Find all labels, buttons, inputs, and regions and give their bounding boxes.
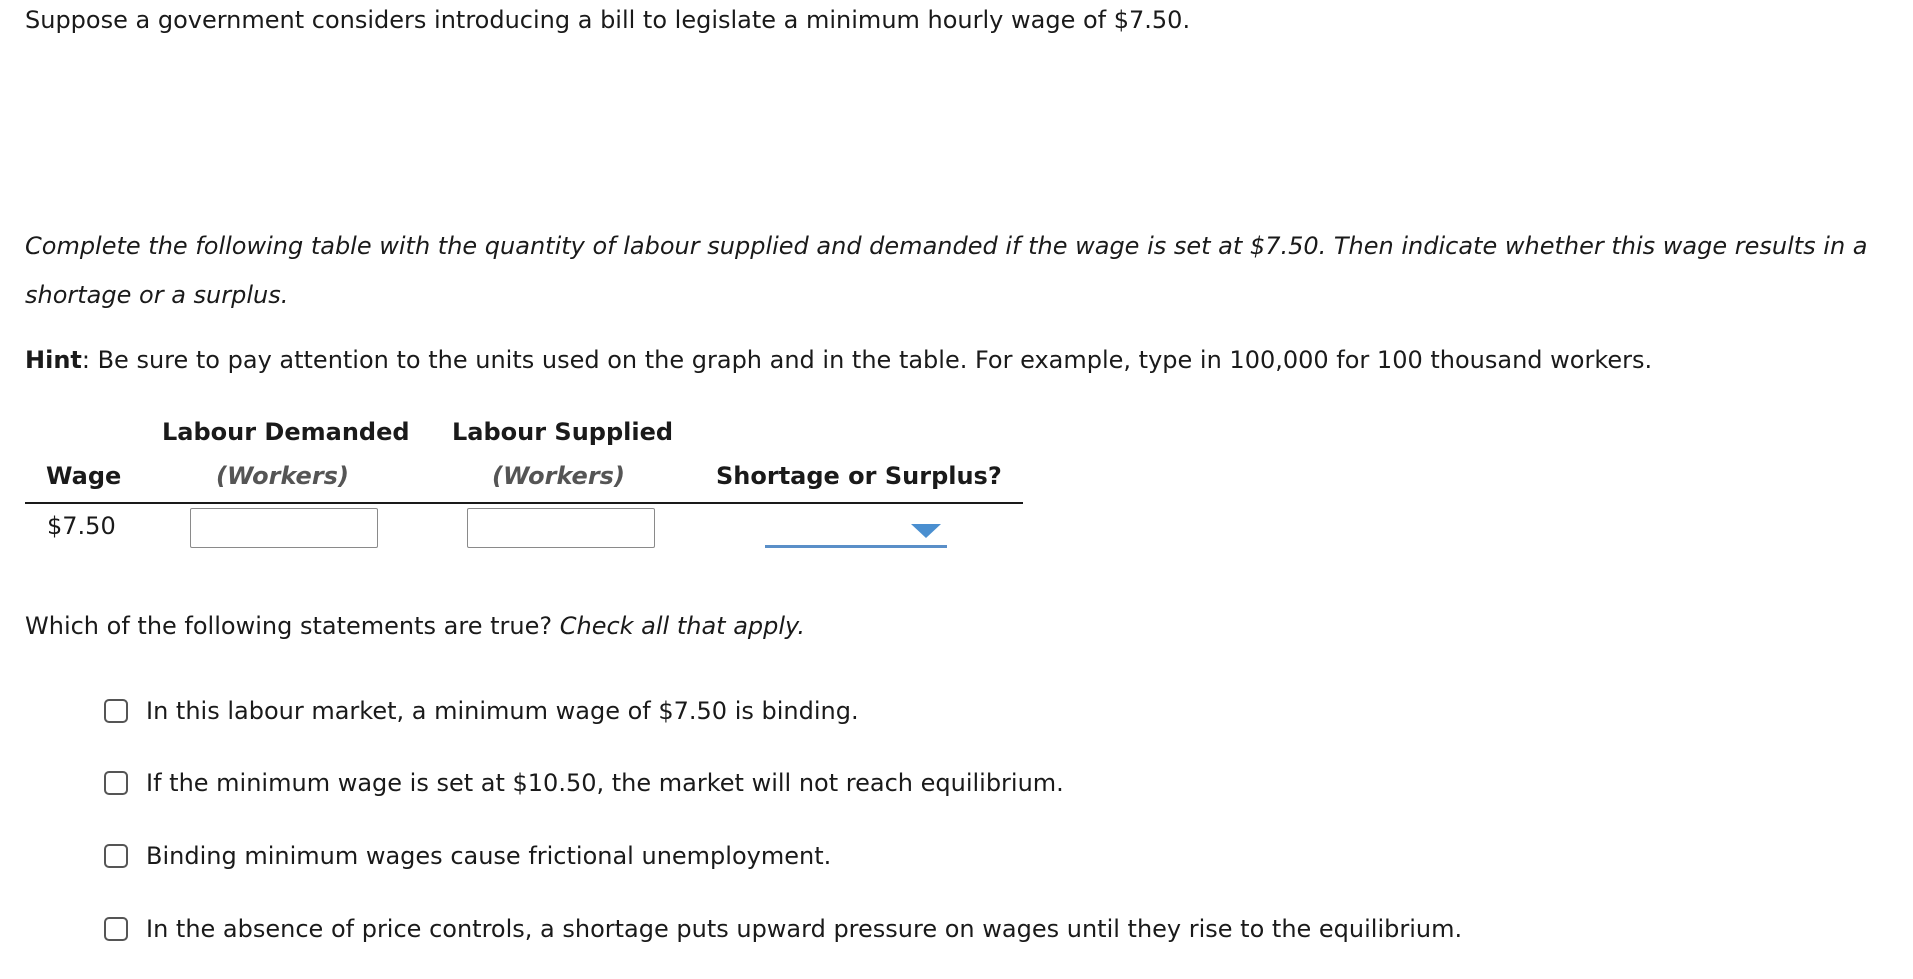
option-1[interactable] <box>104 694 859 728</box>
instructions-text: Complete the following table with the quantity of labour supplied and demanded if the wage is set at $7.50. Then indicate whether this wage results in a shortage or a surplus. <box>25 232 1868 309</box>
option-3-label: Binding minimum wages cause frictional unemployment. <box>146 842 832 870</box>
question-prompt <box>25 612 805 640</box>
header-labour-supplied: Labour Supplied <box>452 418 674 446</box>
checkbox-empty-icon[interactable] <box>104 844 128 868</box>
header-shortage-or-surplus: Shortage or Surplus? <box>716 462 1002 490</box>
question-text: Which of the following statements are true? <box>25 612 553 640</box>
row-wage-value: $7.50 <box>47 512 116 540</box>
option-2[interactable] <box>104 766 1064 800</box>
header-supplied-unit: (Workers) <box>492 462 625 490</box>
labour-supplied-input[interactable] <box>467 508 655 548</box>
header-wage: Wage <box>46 462 122 490</box>
hint-text <box>25 346 1652 374</box>
header-demanded-unit: (Workers) <box>216 462 349 490</box>
checkbox-empty-icon[interactable] <box>104 771 128 795</box>
checkbox-empty-icon[interactable] <box>104 917 128 941</box>
hint-body: : Be sure to pay attention to the units used on the graph and in the table. For example, type in 100,000 for 100 thousand workers. <box>81 346 1653 374</box>
triangle-down-icon[interactable] <box>911 524 941 538</box>
option-4[interactable] <box>104 912 1462 946</box>
option-2-label: If the minimum wage is set at $10.50, the market will not reach equilibrium. <box>146 769 1064 797</box>
table-header-divider <box>25 502 1023 504</box>
checkbox-empty-icon[interactable] <box>104 699 128 723</box>
hint-label: Hint <box>25 346 82 374</box>
option-4-label: In the absence of price controls, a shortage puts upward pressure on wages until they rise to the equilibrium. <box>146 915 1463 943</box>
shortage-surplus-dropdown[interactable] <box>765 514 947 548</box>
intro-text: Suppose a government considers introducing a bill to legislate a minimum hourly wage of $7.50. <box>25 6 1191 34</box>
labour-demanded-input[interactable] <box>190 508 378 548</box>
option-3[interactable] <box>104 839 831 873</box>
question-emphasis: Check all that apply. <box>559 612 806 640</box>
option-1-label: In this labour market, a minimum wage of $7.50 is binding. <box>146 697 859 725</box>
header-labour-demanded: Labour Demanded <box>162 418 410 446</box>
